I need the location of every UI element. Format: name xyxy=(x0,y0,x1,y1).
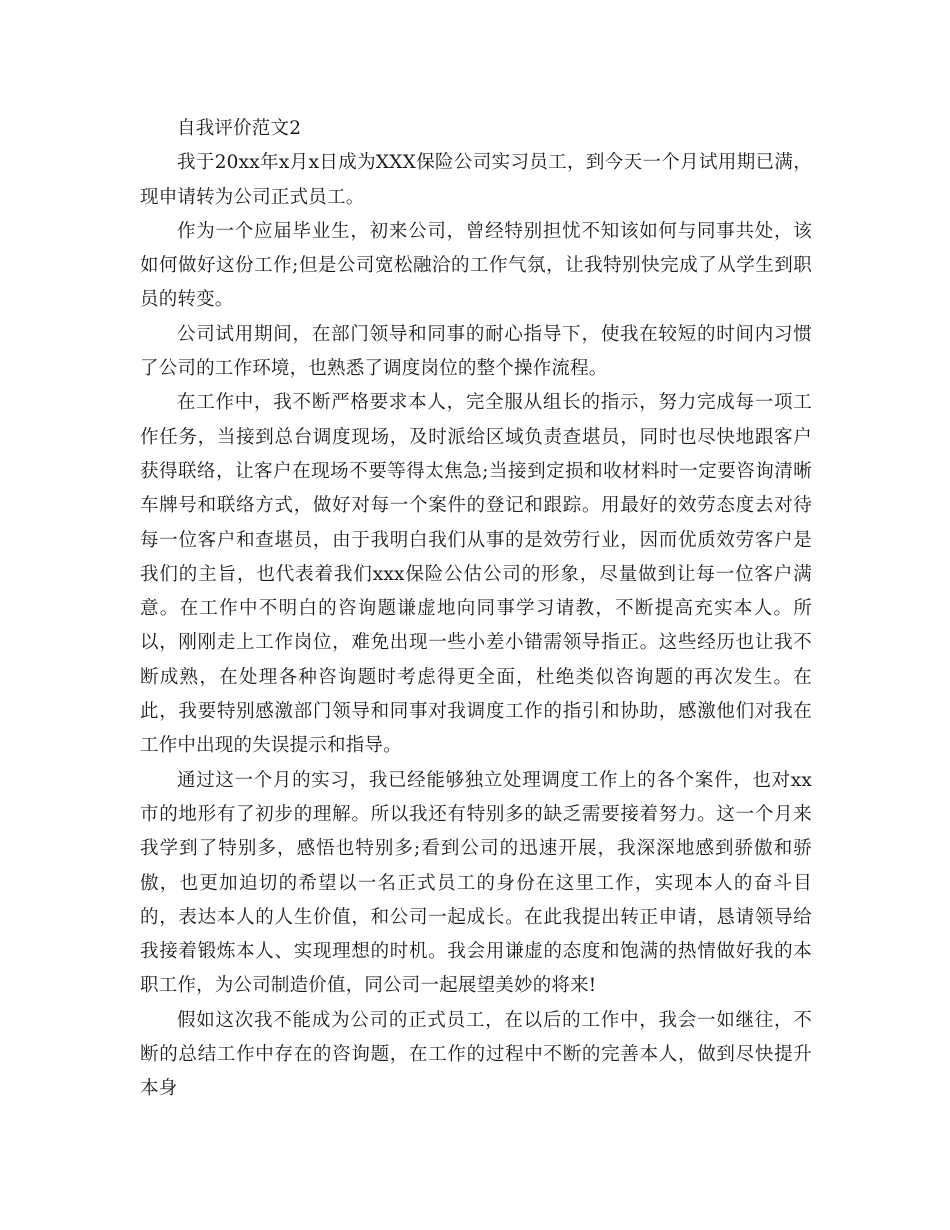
paragraph-5: 通过这一个月的实习，我已经能够独立处理调度工作上的各个案件，也对xx市的地形有了初步的理解。所以我还有特别多的缺乏需要接着努力。这一个月来我学到了特别多，感悟也特别多;看到公司的迅速开展，我深深地感到骄傲和骄傲，也更加迫切的希望以一名正式员工的身份在这里工作，实现本人的奋斗目的，表达本人的人生价值，和公司一起成长。在此我提出转正申请，恳请领导给我接着锻炼本人、实现理想的时机。我会用谦虚的态度和饱满的热情做好我的本职工作，为公司制造价值，同公司一起展望美妙的将来! xyxy=(140,769,812,997)
paragraph-1: 我于20xx年x月x日成为XXX保险公司实习员工，到今天一个月试用期已满，现申请转为公司正式员工。 xyxy=(140,152,812,208)
paragraph-6: 假如这次我不能成为公司的正式员工，在以后的工作中，我会一如继往，不断的总结工作中存在的咨询题，在工作的过程中不断的完善本人，做到尽快提升本身 xyxy=(140,1009,812,1100)
paragraph-4: 在工作中，我不断严格要求本人，完全服从组长的指示，努力完成每一项工作任务，当接到总台调度现场，及时派给区域负责查堪员，同时也尽快地跟客户获得联络，让客户在现场不要等得太焦急;当接到定损和收材料时一定要咨询清晰车牌号和联络方式，做好对每一个案件的登记和跟踪。用最好的效劳态度去对待每一位客户和查堪员，由于我明白我们从事的是效劳行业，因而优质效劳客户是我们的主旨，也代表着我们xxx保险公估公司的形象，尽量做到让每一位客户满意。在工作中不明白的咨询题谦虚地向同事学习请教，不断提高充实本人。所以，刚刚走上工作岗位，难免出现一些小差小错需领导指正。这些经历也让我不断成熟，在处理各种咨询题时考虑得更全面，杜绝类似咨询题的再次发生。在此，我要特别感激部门领导和同事对我调度工作的指引和协助，感激他们对我在工作中出现的失误提示和指导。 xyxy=(140,392,812,757)
paragraph-2: 作为一个应届毕业生，初来公司，曾经特别担忧不知该如何与同事共处，该如何做好这份工作;但是公司宽松融洽的工作气氛，让我特别快完成了从学生到职员的转变。 xyxy=(140,220,812,311)
paragraph-3: 公司试用期间，在部门领导和同事的耐心指导下，使我在较短的时间内习惯了公司的工作环境，也熟悉了调度岗位的整个操作流程。 xyxy=(140,323,812,380)
document-body xyxy=(140,112,812,1107)
document-title: 自我评价范文2 xyxy=(177,118,302,139)
